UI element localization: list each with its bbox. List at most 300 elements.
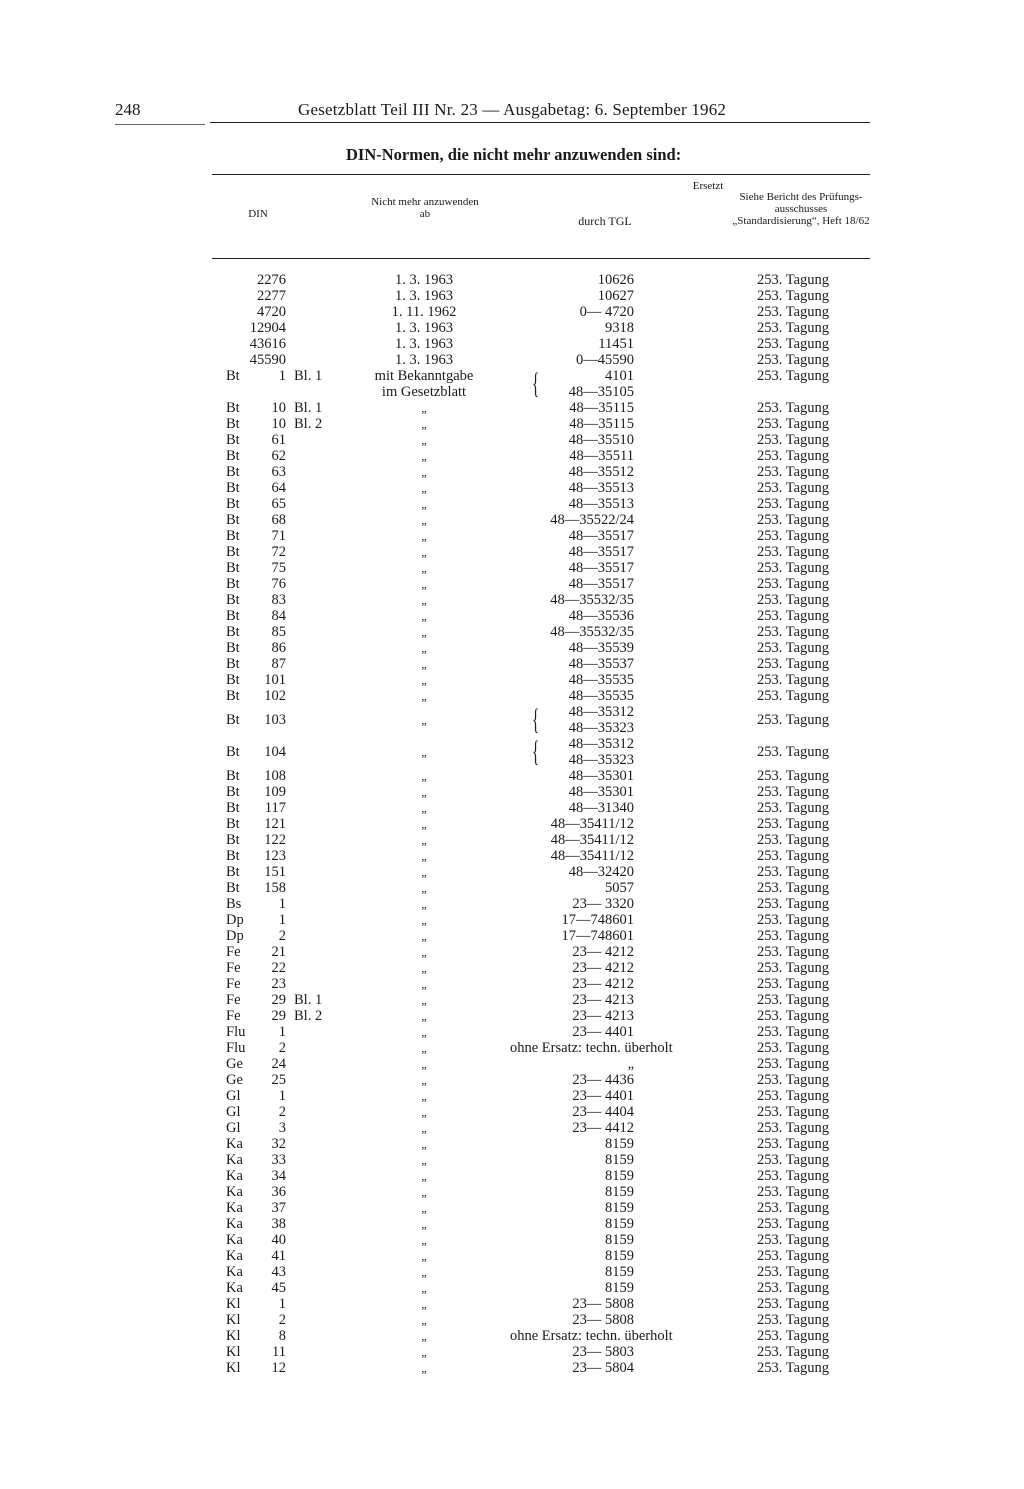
- din-number: 12904: [249, 320, 286, 336]
- din-prefix: Bt: [226, 768, 240, 784]
- column-header-din: DIN: [248, 208, 268, 220]
- nicht-mehr-ab: [348, 608, 500, 624]
- din-prefix: Gl: [226, 1120, 241, 1136]
- ersetzt-durch-tgl: [490, 1024, 634, 1040]
- nicht-mehr-ab-line: „: [421, 1169, 427, 1183]
- din-prefix: Bt: [226, 448, 240, 464]
- table-row: [0, 512, 1024, 528]
- tgl-line: 23— 4412: [572, 1120, 634, 1136]
- nicht-mehr-ab-line: „: [421, 745, 427, 759]
- bericht-tagung: 253. Tagung: [757, 1232, 830, 1248]
- ersetzt-durch-tgl: [490, 1104, 634, 1120]
- nicht-mehr-ab: [348, 944, 500, 960]
- din-blatt: Bl. 2: [294, 416, 323, 432]
- table-row: [0, 1152, 1024, 1168]
- nicht-mehr-ab-line: „: [421, 897, 427, 911]
- nicht-mehr-ab: [348, 640, 500, 656]
- ersetzt-durch-tgl: [490, 448, 634, 464]
- din-prefix: Ka: [226, 1168, 243, 1184]
- tgl-line: 8159: [605, 1216, 634, 1232]
- nicht-mehr-ab-line: „: [421, 689, 427, 703]
- ersetzt-durch-tgl: [490, 1200, 634, 1216]
- bericht-tagung: 253. Tagung: [757, 880, 830, 896]
- din-number: 2: [278, 1312, 286, 1328]
- table-row: [0, 528, 1024, 544]
- ersetzt-durch-tgl: [490, 320, 634, 336]
- table-row: [0, 1312, 1024, 1328]
- bericht-tagung: 253. Tagung: [757, 1024, 830, 1040]
- table-row: [0, 464, 1024, 480]
- nicht-mehr-ab-line: „: [421, 1121, 427, 1135]
- bericht-tagung: 253. Tagung: [757, 304, 830, 320]
- tgl-line: 0— 4720: [579, 304, 634, 320]
- din-prefix: Gl: [226, 1104, 241, 1120]
- ersetzt-durch-tgl: [490, 672, 634, 688]
- table-row: [0, 832, 1024, 848]
- nicht-mehr-ab: [348, 544, 500, 560]
- tgl-line: 23— 4404: [572, 1104, 634, 1120]
- nicht-mehr-ab-line: „: [421, 657, 427, 671]
- din-prefix: Fe: [226, 1008, 241, 1024]
- table-row: [0, 1024, 1024, 1040]
- table-row: [0, 592, 1024, 608]
- din-number: 63: [271, 464, 286, 480]
- nicht-mehr-ab-line: „: [421, 1089, 427, 1103]
- din-number: 1: [278, 1024, 286, 1040]
- nicht-mehr-ab: [348, 768, 500, 784]
- bericht-tagung: 253. Tagung: [757, 288, 830, 304]
- din-prefix: Ka: [226, 1200, 243, 1216]
- din-prefix: Bt: [226, 576, 240, 592]
- table-row: [0, 704, 1024, 736]
- ersetzt-durch-tgl: [490, 1280, 634, 1296]
- din-prefix: Kl: [226, 1312, 241, 1328]
- brace-icon: {: [532, 735, 540, 768]
- tgl-line: „: [627, 1056, 634, 1072]
- din-prefix: Ge: [226, 1056, 243, 1072]
- nicht-mehr-ab: [348, 1168, 500, 1184]
- bericht-tagung: 253. Tagung: [757, 1200, 830, 1216]
- bericht-tagung: 253. Tagung: [757, 960, 830, 976]
- tgl-line: ohne Ersatz: techn. überholt: [510, 1328, 673, 1344]
- bericht-tagung: 253. Tagung: [757, 448, 830, 464]
- nicht-mehr-ab: [348, 1088, 500, 1104]
- bericht-tagung: 253. Tagung: [757, 832, 830, 848]
- bericht-tagung: 253. Tagung: [757, 416, 830, 432]
- bericht-tagung: 253. Tagung: [757, 928, 830, 944]
- ersetzt-durch-tgl: [490, 1248, 634, 1264]
- table-row: [0, 768, 1024, 784]
- din-prefix: Gl: [226, 1088, 241, 1104]
- nicht-mehr-ab: [348, 800, 500, 816]
- din-number: 24: [271, 1056, 286, 1072]
- nicht-mehr-ab-line: „: [421, 417, 427, 431]
- ersetzt-durch-tgl: [490, 736, 634, 768]
- din-number: 33: [271, 1152, 286, 1168]
- nicht-mehr-ab-line: „: [421, 433, 427, 447]
- bericht-tagung: 253. Tagung: [757, 336, 830, 352]
- tgl-line: 23— 4401: [572, 1088, 634, 1104]
- ersetzt-durch-tgl: [490, 864, 634, 880]
- din-number: 71: [271, 528, 286, 544]
- nicht-mehr-ab: [348, 320, 500, 336]
- ersetzt-durch-tgl: [510, 1328, 730, 1344]
- ersetzt-durch-tgl: [490, 992, 634, 1008]
- nicht-mehr-ab: [348, 1152, 500, 1168]
- table-row: [0, 992, 1024, 1008]
- nicht-mehr-ab: [348, 1216, 500, 1232]
- bericht-tagung: 253. Tagung: [757, 1072, 830, 1088]
- din-number: 40: [271, 1232, 286, 1248]
- din-number: 11: [272, 1344, 286, 1360]
- din-prefix: Bt: [226, 544, 240, 560]
- ersetzt-durch-tgl: [490, 624, 634, 640]
- bericht-tagung: 253. Tagung: [757, 944, 830, 960]
- ersetzt-durch-tgl: [490, 1072, 634, 1088]
- table-row: [0, 1136, 1024, 1152]
- nicht-mehr-ab: [348, 1008, 500, 1024]
- nicht-mehr-ab-line: 1. 3. 1963: [395, 288, 453, 304]
- bericht-tagung: 253. Tagung: [757, 712, 830, 728]
- nicht-mehr-ab-line: „: [421, 641, 427, 655]
- din-prefix: Fe: [226, 944, 241, 960]
- bericht-tagung: 253. Tagung: [757, 1088, 830, 1104]
- tgl-line: 48—35511: [569, 448, 634, 464]
- nicht-mehr-ab: [348, 672, 500, 688]
- din-prefix: Bt: [226, 848, 240, 864]
- din-number: 36: [271, 1184, 286, 1200]
- ersetzt-durch-tgl: [490, 896, 634, 912]
- bericht-tagung: 253. Tagung: [757, 480, 830, 496]
- tgl-line: 48—35537: [568, 656, 634, 672]
- ersetzt-durch-tgl: [490, 1216, 634, 1232]
- bericht-tagung: 253. Tagung: [757, 1296, 830, 1312]
- tgl-line: 48—35323: [568, 752, 634, 768]
- ersetzt-durch-tgl: [490, 480, 634, 496]
- din-prefix: Bt: [226, 400, 240, 416]
- nicht-mehr-ab: [348, 832, 500, 848]
- table-rule-header: [212, 258, 870, 259]
- table-row: [0, 1248, 1024, 1264]
- din-number: 158: [264, 880, 286, 896]
- bericht-tagung: 253. Tagung: [757, 496, 830, 512]
- table-row: [0, 1344, 1024, 1360]
- din-number: 109: [264, 784, 286, 800]
- ersetzt-durch-tgl: [490, 528, 634, 544]
- din-number: 117: [264, 800, 286, 816]
- din-number: 108: [264, 768, 286, 784]
- nicht-mehr-ab: [348, 1232, 500, 1248]
- ersetzt-durch-tgl: [490, 1152, 634, 1168]
- tgl-line: 23— 4436: [572, 1072, 634, 1088]
- table-row: [0, 448, 1024, 464]
- table-row: [0, 624, 1024, 640]
- din-prefix: Bt: [226, 624, 240, 640]
- bericht-tagung: 253. Tagung: [757, 1344, 830, 1360]
- nicht-mehr-ab: [348, 864, 500, 880]
- ersetzt-durch-tgl: [490, 496, 634, 512]
- bericht-tagung: 253. Tagung: [757, 816, 830, 832]
- ersetzt-durch-tgl: [490, 608, 634, 624]
- ersetzt-durch-tgl: [490, 464, 634, 480]
- din-blatt: Bl. 2: [294, 1008, 323, 1024]
- table-row: [0, 1184, 1024, 1200]
- nicht-mehr-ab: [348, 1040, 500, 1056]
- nicht-mehr-ab: [348, 928, 500, 944]
- table-row: [0, 976, 1024, 992]
- din-prefix: Ka: [226, 1264, 243, 1280]
- bericht-tagung: 253. Tagung: [757, 1008, 830, 1024]
- table-row: [0, 784, 1024, 800]
- table-row: [0, 848, 1024, 864]
- table-row: [0, 1168, 1024, 1184]
- bericht-tagung: 253. Tagung: [757, 688, 830, 704]
- tgl-line: 48—35513: [568, 480, 634, 496]
- nicht-mehr-ab-line: „: [421, 609, 427, 623]
- ersetzt-durch-tgl: [490, 1008, 634, 1024]
- din-number: 121: [264, 816, 286, 832]
- header-rule-left: [115, 124, 205, 125]
- tgl-line: 23— 4401: [572, 1024, 634, 1040]
- nicht-mehr-ab-line: „: [421, 1105, 427, 1119]
- nicht-mehr-ab: [348, 784, 500, 800]
- din-prefix: Ka: [226, 1136, 243, 1152]
- nicht-mehr-ab-line: „: [421, 1217, 427, 1231]
- bericht-tagung: 253. Tagung: [757, 656, 830, 672]
- nicht-mehr-ab: [348, 528, 500, 544]
- ersetzt-durch-tgl: [490, 1360, 634, 1376]
- bericht-tagung: 253. Tagung: [757, 1216, 830, 1232]
- tgl-line: 48—35517: [568, 560, 634, 576]
- ersetzt-durch-tgl: [490, 800, 634, 816]
- din-prefix: Bt: [226, 784, 240, 800]
- din-prefix: Bt: [226, 800, 240, 816]
- nicht-mehr-ab: [348, 336, 500, 352]
- bericht-tagung: 253. Tagung: [757, 368, 830, 384]
- nicht-mehr-ab-line: „: [421, 817, 427, 831]
- table-row: [0, 416, 1024, 432]
- din-number: 43: [271, 1264, 286, 1280]
- bericht-tagung: 253. Tagung: [757, 640, 830, 656]
- nicht-mehr-ab: [348, 1184, 500, 1200]
- ersetzt-durch-tgl: [490, 976, 634, 992]
- tgl-line: 48—35312: [568, 704, 634, 720]
- nicht-mehr-ab: [348, 1120, 500, 1136]
- ersetzt-durch-tgl: [490, 688, 634, 704]
- din-number: 45: [271, 1280, 286, 1296]
- din-number: 29: [271, 1008, 286, 1024]
- tgl-line: 8159: [605, 1152, 634, 1168]
- table-row: [0, 320, 1024, 336]
- table-row: [0, 800, 1024, 816]
- nicht-mehr-ab-line: „: [421, 465, 427, 479]
- din-prefix: Bt: [226, 464, 240, 480]
- tgl-line: ohne Ersatz: techn. überholt: [510, 1040, 673, 1056]
- ersetzt-durch-tgl: [490, 560, 634, 576]
- nicht-mehr-ab: [348, 368, 500, 400]
- tgl-line: 9318: [605, 320, 634, 336]
- nicht-mehr-ab-line: „: [421, 801, 427, 815]
- ersetzt-durch-tgl: [490, 832, 634, 848]
- bericht-tagung: 253. Tagung: [757, 1360, 830, 1376]
- table-row: [0, 1056, 1024, 1072]
- din-prefix: Ka: [226, 1152, 243, 1168]
- bericht-tagung: 253. Tagung: [757, 1152, 830, 1168]
- table-row: [0, 864, 1024, 880]
- nicht-mehr-ab: [348, 656, 500, 672]
- nicht-mehr-ab-line: im Gesetzblatt: [381, 384, 467, 400]
- din-number: 22: [271, 960, 286, 976]
- din-prefix: Ka: [226, 1184, 243, 1200]
- tgl-line: 48—35517: [568, 544, 634, 560]
- din-number: 104: [264, 744, 286, 760]
- bericht-tagung: 253. Tagung: [757, 576, 830, 592]
- tgl-line: 8159: [605, 1232, 634, 1248]
- din-number: 1: [278, 1296, 286, 1312]
- din-number: 101: [264, 672, 286, 688]
- tgl-line: 23— 5808: [572, 1312, 634, 1328]
- din-prefix: Bt: [226, 656, 240, 672]
- nicht-mehr-ab: [348, 560, 500, 576]
- nicht-mehr-ab-line: „: [421, 1361, 427, 1375]
- bericht-tagung: 253. Tagung: [757, 1104, 830, 1120]
- din-prefix: Flu: [226, 1040, 246, 1056]
- tgl-line: 48—35535: [568, 672, 634, 688]
- din-prefix: Bs: [226, 896, 242, 912]
- table-row: [0, 352, 1024, 368]
- bericht-tagung: 253. Tagung: [757, 1120, 830, 1136]
- din-prefix: Kl: [226, 1296, 241, 1312]
- table-row: [0, 608, 1024, 624]
- nicht-mehr-ab-line: „: [421, 1153, 427, 1167]
- din-prefix: Bt: [226, 416, 240, 432]
- nicht-mehr-ab: [348, 960, 500, 976]
- din-number: 86: [271, 640, 286, 656]
- tgl-line: 48—35105: [568, 384, 634, 400]
- table-row: [0, 1088, 1024, 1104]
- din-prefix: Fe: [226, 992, 241, 1008]
- tgl-line: 23— 4212: [572, 944, 634, 960]
- nicht-mehr-ab-line: „: [421, 993, 427, 1007]
- tgl-line: 48—35532/35: [550, 592, 634, 608]
- table-row: [0, 640, 1024, 656]
- din-number: 83: [271, 592, 286, 608]
- tgl-line: 8159: [605, 1200, 634, 1216]
- nicht-mehr-ab-line: „: [421, 593, 427, 607]
- nicht-mehr-ab: [348, 576, 500, 592]
- table-row: [0, 656, 1024, 672]
- tgl-line: 48—35517: [568, 576, 634, 592]
- table-row: [0, 928, 1024, 944]
- tgl-line: 17—748601: [561, 928, 634, 944]
- table-row: [0, 1328, 1024, 1344]
- ersetzt-durch-tgl: [490, 640, 634, 656]
- ersetzt-durch-tgl: [490, 400, 634, 416]
- din-number: 43616: [249, 336, 286, 352]
- tgl-line: 48—35539: [568, 640, 634, 656]
- header-rule: [210, 122, 870, 123]
- tgl-line: 48—35312: [568, 736, 634, 752]
- nicht-mehr-ab: [348, 1264, 500, 1280]
- tgl-line: 11451: [598, 336, 634, 352]
- din-number: 85: [271, 624, 286, 640]
- nicht-mehr-ab: [348, 976, 500, 992]
- tgl-line: 8159: [605, 1136, 634, 1152]
- ersetzt-durch-tgl: [490, 768, 634, 784]
- bericht-tagung: 253. Tagung: [757, 1328, 830, 1344]
- din-number: 151: [264, 864, 286, 880]
- tgl-line: 23— 5804: [572, 1360, 634, 1376]
- tgl-line: 10626: [597, 272, 634, 288]
- din-number: 64: [271, 480, 286, 496]
- nicht-mehr-ab-line: „: [421, 785, 427, 799]
- column-header-bericht: Siehe Bericht des Prüfungs- ausschusses „Standardisierung“, Heft 18/62: [732, 191, 870, 227]
- din-prefix: Bt: [226, 688, 240, 704]
- nicht-mehr-ab: [348, 712, 500, 728]
- nicht-mehr-ab: [348, 272, 500, 288]
- table-row: [0, 544, 1024, 560]
- nicht-mehr-ab: [348, 464, 500, 480]
- tgl-line: 48—35411/12: [550, 832, 634, 848]
- table-row: [0, 1296, 1024, 1312]
- table-row: [0, 432, 1024, 448]
- din-prefix: Bt: [226, 592, 240, 608]
- nicht-mehr-ab: [348, 1072, 500, 1088]
- ersetzt-durch-tgl: [490, 592, 634, 608]
- bericht-tagung: 253. Tagung: [757, 544, 830, 560]
- din-blatt: Bl. 1: [294, 368, 323, 384]
- table-row: [0, 896, 1024, 912]
- table-body: [0, 272, 1024, 1376]
- din-prefix: Fe: [226, 976, 241, 992]
- din-prefix: Bt: [226, 672, 240, 688]
- din-number: 123: [264, 848, 286, 864]
- ersetzt-durch-tgl: [490, 1168, 634, 1184]
- din-number: 76: [271, 576, 286, 592]
- tgl-line: 5057: [605, 880, 634, 896]
- tgl-line: 8159: [605, 1248, 634, 1264]
- table-row: [0, 1072, 1024, 1088]
- nicht-mehr-ab: [348, 896, 500, 912]
- din-number: 1: [278, 896, 286, 912]
- ersetzt-durch-tgl: [490, 1232, 634, 1248]
- nicht-mehr-ab: [348, 744, 500, 760]
- nicht-mehr-ab: [348, 816, 500, 832]
- nicht-mehr-ab: [348, 1248, 500, 1264]
- nicht-mehr-ab-line: 1. 3. 1963: [395, 320, 453, 336]
- tgl-line: 23— 3320: [572, 896, 634, 912]
- din-number: 21: [271, 944, 286, 960]
- page-number: 248: [115, 100, 141, 119]
- nicht-mehr-ab-line: 1. 3. 1963: [395, 336, 453, 352]
- din-number: 3: [278, 1120, 286, 1136]
- tgl-line: 48—35323: [568, 720, 634, 736]
- bericht-tagung: 253. Tagung: [757, 400, 830, 416]
- din-number: 4720: [257, 304, 286, 320]
- bericht-tagung: 253. Tagung: [757, 1312, 830, 1328]
- din-number: 84: [271, 608, 286, 624]
- nicht-mehr-ab-line: „: [421, 1201, 427, 1215]
- ersetzt-durch-tgl: [490, 304, 634, 320]
- table-row: [0, 304, 1024, 320]
- tgl-line: 8159: [605, 1184, 634, 1200]
- din-prefix: Bt: [226, 816, 240, 832]
- tgl-line: 48—32420: [568, 864, 634, 880]
- ersetzt-durch-tgl: [490, 352, 634, 368]
- tgl-line: 48—31340: [568, 800, 634, 816]
- column-header-durch-tgl: durch TGL: [578, 214, 632, 228]
- tgl-line: 0—45590: [576, 352, 634, 368]
